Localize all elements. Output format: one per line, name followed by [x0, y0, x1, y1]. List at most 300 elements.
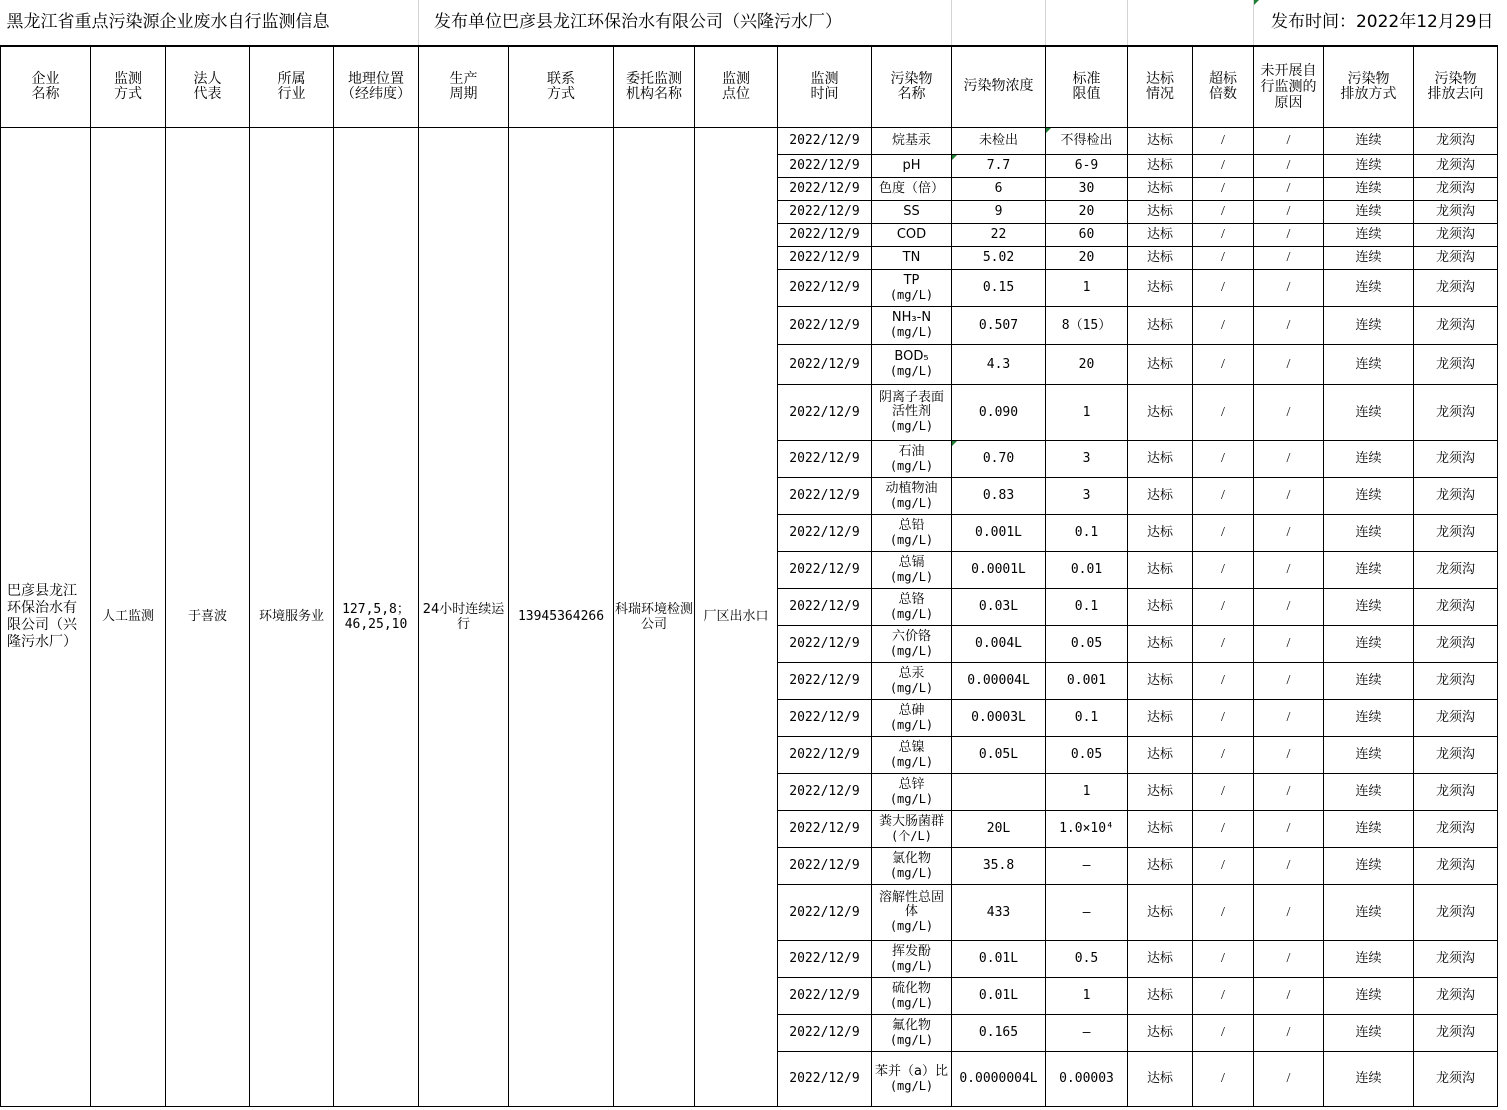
status-cell: 达标 — [1128, 223, 1193, 246]
column-header-top: 企业 — [31, 70, 60, 87]
column-header-bottom: 机构名称 — [626, 85, 682, 102]
column-header-bottom: 方式 — [114, 85, 142, 102]
column-header-top: 地理位置 — [348, 70, 404, 87]
pollutant-cell — [872, 884, 952, 940]
status-cell: 达标 — [1128, 736, 1193, 773]
pollutant-unit: (mg/L) — [889, 569, 934, 584]
concentration-cell: 0.01L — [952, 977, 1046, 1014]
reason-cell: / — [1254, 1014, 1324, 1051]
limit-cell: 1 — [1046, 269, 1128, 306]
concentration-cell: 4.3 — [952, 344, 1046, 384]
column-header-bottom: 代表 — [193, 85, 222, 102]
status-cell: 达标 — [1128, 177, 1193, 200]
status-cell: 达标 — [1128, 440, 1193, 477]
pollutant-cell — [872, 810, 952, 847]
column-header-bottom: 倍数 — [1209, 85, 1237, 102]
pollutant-name: TP — [903, 272, 920, 288]
column-header-top: 联系 — [547, 70, 575, 87]
reason-cell: / — [1254, 344, 1324, 384]
destination-cell: 龙须沟 — [1414, 344, 1498, 384]
over-cell: / — [1193, 551, 1254, 588]
pollutant-unit: (mg/L) — [889, 1032, 934, 1047]
column-header-bottom: 排放方式 — [1340, 85, 1397, 102]
status-cell: 达标 — [1128, 477, 1193, 514]
limit-cell: 1 — [1046, 384, 1128, 440]
destination-cell: 龙须沟 — [1414, 810, 1498, 847]
status-cell: 达标 — [1128, 699, 1193, 736]
destination-cell: 龙须沟 — [1414, 847, 1498, 884]
over-cell: / — [1193, 773, 1254, 810]
reason-cell: / — [1254, 440, 1324, 477]
mode-cell: 连续 — [1324, 810, 1414, 847]
pollutant-name: COD — [896, 226, 927, 242]
column-header-top: 法人 — [193, 70, 222, 87]
over-cell: / — [1193, 736, 1254, 773]
pollutant-cell — [872, 662, 952, 699]
pollutant-cell — [872, 269, 952, 306]
destination-cell: 龙须沟 — [1414, 269, 1498, 306]
destination-cell: 龙须沟 — [1414, 940, 1498, 977]
destination-cell: 龙须沟 — [1414, 223, 1498, 246]
concentration-cell: 0.05L — [952, 736, 1046, 773]
pollutant-name: SS — [903, 203, 920, 219]
column-header — [1324, 46, 1414, 127]
limit-cell: 0.05 — [1046, 736, 1128, 773]
limit-cell: 60 — [1046, 223, 1128, 246]
reason-cell: / — [1254, 1051, 1324, 1106]
status-cell: 达标 — [1128, 884, 1193, 940]
pollutant-name: 总汞 — [898, 665, 925, 681]
pollutant-name: 色度（倍） — [878, 180, 944, 196]
destination-cell: 龙须沟 — [1414, 127, 1498, 154]
destination-cell: 龙须沟 — [1414, 1014, 1498, 1051]
destination-cell: 龙须沟 — [1414, 736, 1498, 773]
reason-cell: / — [1254, 773, 1324, 810]
mode-cell: 连续 — [1324, 625, 1414, 662]
reason-cell: / — [1254, 177, 1324, 200]
pollutant-cell — [872, 551, 952, 588]
column-header-bottom: 排放去向 — [1427, 85, 1484, 102]
concentration-cell: 7.7 — [952, 154, 1046, 177]
pollutant-unit: (mg/L) — [889, 865, 934, 880]
column-header-top: 污染物 — [890, 70, 933, 87]
pollutant-cell — [872, 773, 952, 810]
mode-cell: 连续 — [1324, 344, 1414, 384]
concentration-cell: 0.0003L — [952, 699, 1046, 736]
date-cell: 2022/12/9 — [778, 1014, 872, 1051]
limit-cell: 1.0×10⁴ — [1046, 810, 1128, 847]
mode-cell: 连续 — [1324, 588, 1414, 625]
column-header-bottom: 行业 — [277, 85, 306, 102]
destination-cell: 龙须沟 — [1414, 884, 1498, 940]
pollutant-unit: (mg/L) — [889, 419, 934, 433]
pollutant-name: 总镉 — [898, 554, 925, 570]
pollutant-cell — [872, 477, 952, 514]
pollutant-unit: (mg/L) — [889, 958, 934, 973]
reason-cell: / — [1254, 269, 1324, 306]
pollutant-name: 挥发酚 — [891, 943, 931, 959]
over-cell: / — [1193, 699, 1254, 736]
monitor-point: 厂区出水口 — [695, 127, 778, 1106]
publisher: 发布单位巴彦县龙江环保治水有限公司（兴隆污水厂） — [419, 0, 952, 46]
limit-cell: 20 — [1046, 200, 1128, 223]
concentration-cell: 433 — [952, 884, 1046, 940]
date-cell: 2022/12/9 — [778, 477, 872, 514]
concentration-cell: 6 — [952, 177, 1046, 200]
pollutant-unit: (个/L) — [891, 828, 932, 843]
status-cell: 达标 — [1128, 940, 1193, 977]
pollutant-cell — [872, 625, 952, 662]
limit-cell: 1 — [1046, 977, 1128, 1014]
column-header-top: 监测 — [810, 70, 839, 87]
over-cell: / — [1193, 306, 1254, 344]
pollutant-cell — [872, 440, 952, 477]
date-cell: 2022/12/9 — [778, 940, 872, 977]
pollutant-cell — [872, 177, 952, 200]
limit-cell: 0.01 — [1046, 551, 1128, 588]
column-header — [1193, 46, 1254, 127]
over-cell: / — [1193, 440, 1254, 477]
limit-cell: — — [1046, 884, 1128, 940]
column-header — [509, 46, 614, 127]
destination-cell: 龙须沟 — [1414, 588, 1498, 625]
column-header-top: 标准 — [1072, 70, 1101, 87]
reason-cell: / — [1254, 384, 1324, 440]
over-cell: / — [1193, 940, 1254, 977]
limit-cell: 3 — [1046, 477, 1128, 514]
column-header — [1, 46, 91, 127]
pollutant-name: 六价铬 — [891, 628, 931, 644]
status-cell: 达标 — [1128, 588, 1193, 625]
pollutant-cell — [872, 344, 952, 384]
date-cell: 2022/12/9 — [778, 200, 872, 223]
mode-cell: 连续 — [1324, 736, 1414, 773]
mode-cell: 连续 — [1324, 1014, 1414, 1051]
status-cell: 达标 — [1128, 306, 1193, 344]
status-cell: 达标 — [1128, 773, 1193, 810]
mode-cell: 连续 — [1324, 514, 1414, 551]
pollutant-name: 氟化物 — [891, 1017, 931, 1033]
concentration-cell: 0.00004L — [952, 662, 1046, 699]
pollutant-unit: (mg/L) — [889, 919, 934, 933]
status-cell: 达标 — [1128, 1014, 1193, 1051]
concentration-cell: 0.03L — [952, 588, 1046, 625]
reason-cell: / — [1254, 662, 1324, 699]
pollutant-unit: (mg/L) — [889, 1078, 934, 1093]
column-header — [250, 46, 334, 127]
concentration-cell: 0.15 — [952, 269, 1046, 306]
concentration-cell: 未检出 — [952, 127, 1046, 154]
mode-cell: 连续 — [1324, 306, 1414, 344]
column-header-bottom: 名称 — [31, 85, 60, 102]
status-cell: 达标 — [1128, 551, 1193, 588]
column-header-top: 监测 — [114, 70, 142, 87]
over-cell: / — [1193, 177, 1254, 200]
pollutant-name: 总砷 — [898, 702, 925, 718]
reason-cell: / — [1254, 514, 1324, 551]
over-cell: / — [1193, 884, 1254, 940]
column-header-label: 未开展自行监测的原因 — [1260, 62, 1317, 111]
pollutant-name: 苯并（a）比 — [875, 1063, 948, 1079]
column-header-top: 生产 — [449, 70, 478, 87]
mode-cell: 连续 — [1324, 269, 1414, 306]
date-cell: 2022/12/9 — [778, 977, 872, 1014]
pollutant-cell — [872, 127, 952, 154]
pollutant-name: TN — [902, 249, 921, 265]
pollutant-unit: (mg/L) — [889, 680, 934, 695]
pollutant-unit: (mg/L) — [889, 791, 934, 806]
destination-cell: 龙须沟 — [1414, 773, 1498, 810]
date-cell: 2022/12/9 — [778, 306, 872, 344]
pollutant-cell — [872, 699, 952, 736]
contact: 13945364266 — [509, 127, 614, 1106]
column-header-top: 污染物 — [1434, 70, 1477, 87]
reason-cell: / — [1254, 154, 1324, 177]
column-header — [614, 46, 695, 127]
pollutant-cell — [872, 200, 952, 223]
status-cell: 达标 — [1128, 847, 1193, 884]
destination-cell: 龙须沟 — [1414, 440, 1498, 477]
over-cell: / — [1193, 246, 1254, 269]
column-header-label: 污染物浓度 — [963, 78, 1034, 95]
pollutant-cell — [872, 1051, 952, 1106]
date-cell: 2022/12/9 — [778, 662, 872, 699]
destination-cell: 龙须沟 — [1414, 306, 1498, 344]
pollutant-cell — [872, 384, 952, 440]
table-row — [1, 127, 1498, 154]
limit-cell: 0.001 — [1046, 662, 1128, 699]
column-header-top: 所属 — [277, 70, 306, 87]
date-cell: 2022/12/9 — [778, 625, 872, 662]
reason-cell: / — [1254, 588, 1324, 625]
date-cell: 2022/12/9 — [778, 246, 872, 269]
pollutant-cell — [872, 246, 952, 269]
reason-cell: / — [1254, 977, 1324, 1014]
date-cell: 2022/12/9 — [778, 177, 872, 200]
pollutant-cell — [872, 977, 952, 1014]
date-cell: 2022/12/9 — [778, 344, 872, 384]
destination-cell: 龙须沟 — [1414, 177, 1498, 200]
limit-cell: 6-9 — [1046, 154, 1128, 177]
reason-cell: / — [1254, 127, 1324, 154]
legal-rep: 于喜波 — [166, 127, 250, 1106]
reason-cell: / — [1254, 625, 1324, 662]
over-cell: / — [1193, 810, 1254, 847]
empty-cell — [1046, 0, 1128, 46]
over-cell: / — [1193, 344, 1254, 384]
limit-cell: — — [1046, 847, 1128, 884]
over-cell: / — [1193, 514, 1254, 551]
limit-cell: 0.1 — [1046, 514, 1128, 551]
pollutant-name: 总镍 — [898, 739, 925, 755]
status-cell: 达标 — [1128, 246, 1193, 269]
limit-cell: 0.05 — [1046, 625, 1128, 662]
column-header-bottom: 情况 — [1146, 85, 1174, 102]
date-cell: 2022/12/9 — [778, 551, 872, 588]
mode-cell: 连续 — [1324, 384, 1414, 440]
concentration-cell: 0.0000004L — [952, 1051, 1046, 1106]
column-header — [1414, 46, 1498, 127]
status-cell: 达标 — [1128, 810, 1193, 847]
pollutant-cell — [872, 223, 952, 246]
column-header-bottom: 时间 — [810, 85, 839, 102]
publish-date: 发布时间：2022年12月29日 — [1254, 0, 1498, 46]
monitor-method: 人工监测 — [91, 127, 166, 1106]
column-header-bottom: 点位 — [722, 85, 750, 102]
pollutant-name: 石油 — [898, 443, 925, 459]
over-cell: / — [1193, 625, 1254, 662]
pollutant-name: 总铬 — [898, 591, 925, 607]
column-header-top: 超标 — [1209, 70, 1237, 87]
pollutant-name: 粪大肠菌群 — [878, 813, 944, 829]
status-cell: 达标 — [1128, 662, 1193, 699]
destination-cell: 龙须沟 — [1414, 246, 1498, 269]
destination-cell: 龙须沟 — [1414, 1051, 1498, 1106]
destination-cell: 龙须沟 — [1414, 477, 1498, 514]
title-row — [1, 0, 1498, 46]
pollutant-cell — [872, 940, 952, 977]
pollutant-unit: (mg/L) — [889, 532, 934, 547]
concentration-cell: 0.507 — [952, 306, 1046, 344]
pollutant-unit: (mg/L) — [889, 495, 934, 510]
reason-cell: / — [1254, 810, 1324, 847]
status-cell: 达标 — [1128, 1051, 1193, 1106]
company-name: 巴彦县龙江环保治水有限公司（兴隆污水厂） — [1, 127, 91, 1106]
sheet-title: 黑龙江省重点污染源企业废水自行监测信息 — [1, 0, 419, 46]
pollutant-name: 动植物油 — [885, 480, 938, 496]
concentration-cell: 0.01L — [952, 940, 1046, 977]
over-cell: / — [1193, 1051, 1254, 1106]
pollutant-unit: (mg/L) — [889, 643, 934, 658]
date-cell: 2022/12/9 — [778, 1051, 872, 1106]
over-cell: / — [1193, 127, 1254, 154]
mode-cell: 连续 — [1324, 847, 1414, 884]
destination-cell: 龙须沟 — [1414, 514, 1498, 551]
reason-cell: / — [1254, 477, 1324, 514]
pollutant-unit: (mg/L) — [889, 606, 934, 621]
reason-cell: / — [1254, 200, 1324, 223]
concentration-cell: 9 — [952, 200, 1046, 223]
concentration-cell — [952, 773, 1046, 810]
status-cell: 达标 — [1128, 514, 1193, 551]
location: 127,5,8；46,25,10 — [334, 127, 419, 1106]
date-cell: 2022/12/9 — [778, 736, 872, 773]
column-header — [952, 46, 1046, 127]
date-cell: 2022/12/9 — [778, 440, 872, 477]
pollutant-name: 总锌 — [898, 776, 925, 792]
column-header — [695, 46, 778, 127]
over-cell: / — [1193, 154, 1254, 177]
limit-cell: 0.00003 — [1046, 1051, 1128, 1106]
over-cell: / — [1193, 588, 1254, 625]
empty-cell — [952, 0, 1046, 46]
pollutant-unit: (mg/L) — [889, 995, 934, 1010]
mode-cell: 连续 — [1324, 773, 1414, 810]
column-header-top: 监测 — [722, 70, 750, 87]
mode-cell: 连续 — [1324, 200, 1414, 223]
over-cell: / — [1193, 1014, 1254, 1051]
over-cell: / — [1193, 223, 1254, 246]
empty-cell — [1128, 0, 1254, 46]
column-header-bottom: 限值 — [1072, 85, 1101, 102]
limit-cell: — — [1046, 1014, 1128, 1051]
pollutant-cell — [872, 588, 952, 625]
date-cell: 2022/12/9 — [778, 847, 872, 884]
pollutant-unit: (mg/L) — [889, 325, 934, 339]
limit-cell: 1 — [1046, 773, 1128, 810]
over-cell: / — [1193, 384, 1254, 440]
pollutant-unit: (mg/L) — [889, 364, 934, 378]
destination-cell: 龙须沟 — [1414, 154, 1498, 177]
concentration-cell: 0.090 — [952, 384, 1046, 440]
concentration-cell: 35.8 — [952, 847, 1046, 884]
pollutant-name: 溶解性总固体 — [878, 890, 944, 919]
destination-cell: 龙须沟 — [1414, 662, 1498, 699]
column-header — [1128, 46, 1193, 127]
pollutant-unit: (mg/L) — [889, 754, 934, 769]
reason-cell: / — [1254, 551, 1324, 588]
over-cell: / — [1193, 977, 1254, 1014]
pollutant-name: NH₃-N — [891, 310, 932, 325]
industry: 环境服务业 — [250, 127, 334, 1106]
pollutant-cell — [872, 306, 952, 344]
pollutant-unit: (mg/L) — [889, 717, 934, 732]
pollutant-name: pH — [902, 157, 921, 173]
mode-cell: 连续 — [1324, 477, 1414, 514]
date-cell: 2022/12/9 — [778, 884, 872, 940]
destination-cell: 龙须沟 — [1414, 551, 1498, 588]
reason-cell: / — [1254, 306, 1324, 344]
column-header — [778, 46, 872, 127]
status-cell: 达标 — [1128, 127, 1193, 154]
limit-cell: 3 — [1046, 440, 1128, 477]
column-header — [334, 46, 419, 127]
over-cell: / — [1193, 477, 1254, 514]
column-header-top: 达标 — [1146, 70, 1174, 87]
mode-cell: 连续 — [1324, 177, 1414, 200]
over-cell: / — [1193, 662, 1254, 699]
concentration-cell: 20L — [952, 810, 1046, 847]
pollutant-cell — [872, 736, 952, 773]
header-row — [1, 46, 1498, 127]
column-header — [166, 46, 250, 127]
status-cell: 达标 — [1128, 154, 1193, 177]
mode-cell: 连续 — [1324, 884, 1414, 940]
limit-cell: 0.1 — [1046, 588, 1128, 625]
limit-cell: 不得检出 — [1046, 127, 1128, 154]
reason-cell: / — [1254, 736, 1324, 773]
date-cell: 2022/12/9 — [778, 773, 872, 810]
status-cell: 达标 — [1128, 625, 1193, 662]
mode-cell: 连续 — [1324, 551, 1414, 588]
reason-cell: / — [1254, 847, 1324, 884]
mode-cell: 连续 — [1324, 127, 1414, 154]
limit-cell: 20 — [1046, 246, 1128, 269]
agency: 科瑞环境检测公司 — [614, 127, 695, 1106]
date-cell: 2022/12/9 — [778, 223, 872, 246]
mode-cell: 连续 — [1324, 977, 1414, 1014]
pollutant-name: 氯化物 — [891, 850, 931, 866]
mode-cell: 连续 — [1324, 940, 1414, 977]
column-header-top: 污染物 — [1347, 70, 1390, 87]
status-cell: 达标 — [1128, 269, 1193, 306]
date-cell: 2022/12/9 — [778, 154, 872, 177]
pollutant-name: BOD₅ — [894, 349, 929, 364]
concentration-cell: 5.02 — [952, 246, 1046, 269]
limit-cell: 30 — [1046, 177, 1128, 200]
status-cell: 达标 — [1128, 200, 1193, 223]
destination-cell: 龙须沟 — [1414, 699, 1498, 736]
